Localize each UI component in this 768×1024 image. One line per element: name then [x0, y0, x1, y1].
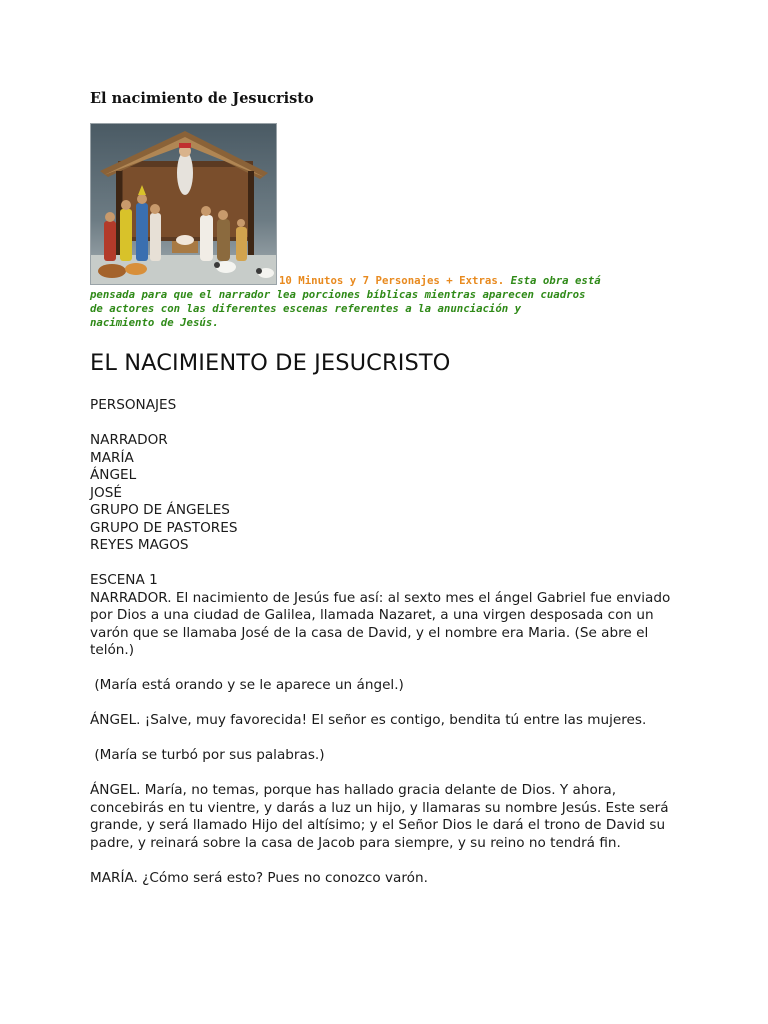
character-maria: MARÍA	[90, 449, 134, 466]
maria-dialogue: MARÍA. ¿Cómo será esto? Pues no conozco varón.	[90, 869, 428, 886]
intro-line-2: pensada para que el narrador lea porciones bíblicas mientras aparecen cuadros	[90, 288, 586, 301]
intro-duration-text: 10 Minutos y 7 Personajes + Extras.	[279, 274, 505, 287]
scene-label: ESCENA 1	[90, 572, 158, 588]
intro-paragraph	[90, 274, 690, 330]
narrator-line: NARRADOR. El nacimiento de Jesús fue así: al sexto mes el ángel Gabriel fue enviado	[90, 589, 671, 606]
character-jose: JOSÉ	[90, 484, 122, 501]
angel-dialogue: padre, y reinará sobre la casa de Jacob para siempre, y su reino no tendrá fin.	[90, 834, 621, 851]
stage-direction: (María está orando y se le aparece un ángel.)	[90, 677, 404, 693]
angel-dialogue: ÁNGEL. María, no temas, porque has hallado gracia delante de Dios. Y ahora,	[90, 782, 617, 798]
narrator-line: por Dios a una ciudad de Galilea, llamada Nazaret, a una virgen desposada con un	[90, 607, 654, 623]
angel-dialogue: concebirás en tu vientre, y darás a luz un hijo, y llamaras su nombre Jesús. Este será	[90, 799, 669, 816]
intro-description-start: Esta obra está	[510, 274, 601, 287]
angel-dialogue: ÁNGEL. ¡Salve, muy favorecida! El señor es contigo, bendita tú entre las mujeres.	[90, 712, 647, 728]
intro-line-3: de actores con las diferentes escenas referentes a la anunciación y	[90, 302, 522, 315]
character-grupo-angeles: GRUPO DE ÁNGELES	[90, 502, 230, 518]
personajes-label: PERSONAJES	[90, 397, 177, 413]
document-title: El nacimiento de Jesucristo	[90, 90, 314, 107]
character-narrador: NARRADOR	[90, 432, 168, 448]
nativity-scene-image	[90, 123, 277, 285]
character-angel: ÁNGEL	[90, 467, 137, 483]
main-heading: EL NACIMIENTO DE JESUCRISTO	[90, 350, 451, 376]
narrator-line: varón que se llamaba José de la casa de David, y el nombre era Maria. (Se abre el	[90, 624, 649, 641]
intro-line-4: nacimiento de Jesús.	[90, 316, 219, 329]
play-script	[90, 397, 680, 887]
intro-line-1	[90, 274, 690, 288]
angel-dialogue: grande, y será llamado Hijo del altísimo; y el Señor Dios le dará el trono de David su	[90, 817, 666, 833]
stage-direction: (María se turbó por sus palabras.)	[90, 747, 325, 763]
character-reyes-magos: REYES MAGOS	[90, 537, 189, 553]
narrator-line: telón.)	[90, 642, 135, 658]
character-grupo-pastores: GRUPO DE PASTORES	[90, 519, 238, 536]
